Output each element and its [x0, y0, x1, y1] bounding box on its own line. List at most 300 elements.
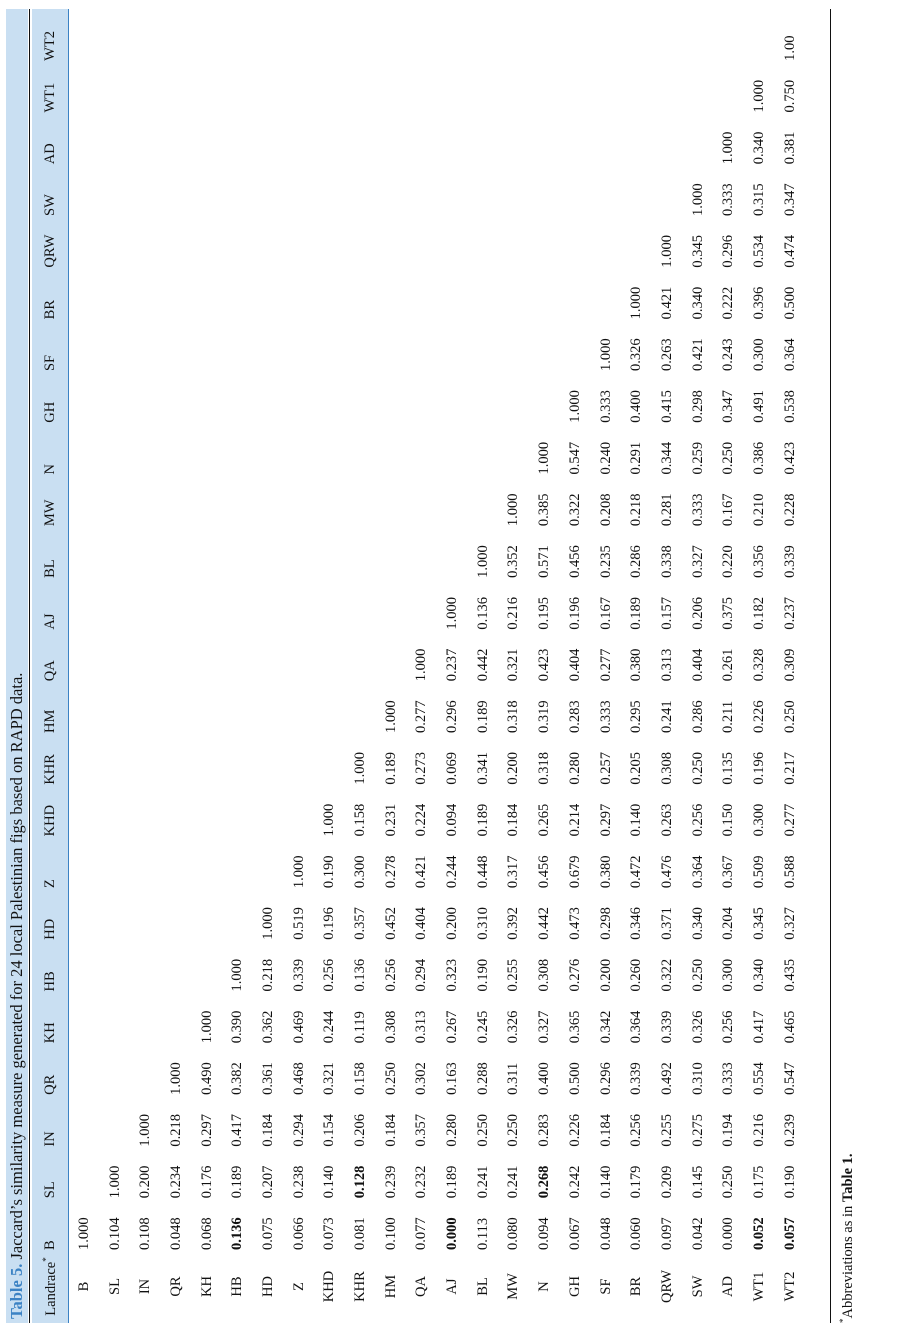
similarity-cell	[222, 164, 253, 216]
similarity-cell	[69, 836, 100, 888]
similarity-cell	[130, 733, 161, 785]
similarity-cell: 0.423	[781, 441, 798, 475]
table-row	[560, 9, 591, 1323]
similarity-cell	[407, 61, 438, 113]
similarity-cell	[253, 423, 284, 475]
similarity-cell	[161, 61, 192, 113]
similarity-cell: 0.067	[566, 1217, 583, 1250]
column-header-sf: SF	[32, 319, 69, 371]
similarity-cell: 0.150	[720, 803, 737, 837]
similarity-cell: 0.136	[474, 596, 491, 630]
similarity-cell	[560, 113, 591, 165]
similarity-cell	[192, 578, 223, 630]
similarity-cell	[468, 9, 499, 61]
similarity-cell: 0.295	[628, 700, 645, 733]
similarity-cell: 0.361	[259, 1062, 276, 1095]
similarity-cell	[591, 113, 622, 165]
similarity-cell: 0.321	[321, 1062, 338, 1095]
similarity-cell	[253, 733, 284, 785]
row-label: B	[75, 1281, 92, 1292]
similarity-cell	[652, 113, 683, 165]
similarity-cell: 1.000	[382, 700, 399, 733]
similarity-cell: 0.267	[444, 1010, 461, 1044]
similarity-cell	[100, 423, 131, 475]
similarity-cell	[192, 474, 223, 526]
similarity-cell: 0.352	[505, 545, 522, 578]
similarity-cell	[69, 1043, 100, 1095]
similarity-cell	[652, 9, 683, 61]
similarity-cell	[222, 733, 253, 785]
similarity-cell	[192, 423, 223, 475]
similarity-cell	[560, 319, 591, 371]
similarity-cell	[437, 371, 468, 423]
table-row	[161, 9, 192, 1323]
similarity-cell	[345, 630, 376, 682]
similarity-cell: 0.415	[658, 390, 675, 423]
similarity-cell: 0.322	[658, 958, 675, 992]
similarity-cell: 0.283	[566, 700, 583, 733]
similarity-cell: 0.286	[628, 545, 645, 578]
similarity-cell: 0.066	[290, 1217, 307, 1250]
similarity-cell	[222, 371, 253, 423]
similarity-cell: 0.250	[474, 1113, 491, 1147]
similarity-cell: 0.417	[229, 1113, 246, 1147]
similarity-cell: 0.241	[505, 1165, 522, 1199]
column-header-sl: SL	[32, 1147, 69, 1199]
similarity-cell: 0.250	[505, 1113, 522, 1147]
similarity-cell: 0.208	[597, 493, 614, 527]
similarity-cell: 0.235	[597, 545, 614, 578]
similarity-cell	[253, 474, 284, 526]
similarity-cell: 0.048	[597, 1217, 614, 1250]
row-label: QRW	[658, 1269, 675, 1304]
similarity-cell: 1.000	[137, 1113, 154, 1147]
similarity-cell: 0.224	[413, 803, 430, 837]
similarity-cell	[69, 61, 100, 113]
similarity-cell: 0.190	[781, 1165, 798, 1199]
similarity-cell	[69, 630, 100, 682]
similarity-cell	[284, 681, 315, 733]
similarity-cell	[69, 526, 100, 578]
similarity-cell: 0.265	[536, 803, 553, 837]
similarity-cell: 0.175	[750, 1165, 767, 1199]
similarity-cell	[284, 578, 315, 630]
similarity-cell	[100, 681, 131, 733]
similarity-cell	[468, 474, 499, 526]
similarity-cell	[69, 888, 100, 940]
similarity-cell	[345, 474, 376, 526]
similarity-cell: 1.000	[720, 131, 737, 165]
similarity-cell: 0.200	[505, 752, 522, 785]
similarity-cell	[130, 268, 161, 320]
table-row	[253, 9, 284, 1323]
similarity-cell: 0.081	[352, 1217, 369, 1250]
similarity-cell	[130, 423, 161, 475]
similarity-cell	[499, 216, 530, 268]
similarity-cell: 1.000	[505, 493, 522, 527]
similarity-cell: 0.490	[198, 1062, 215, 1095]
similarity-cell: 0.255	[658, 1113, 675, 1147]
similarity-cell: 0.196	[321, 907, 338, 940]
header-row	[32, 9, 69, 1323]
similarity-cell: 0.468	[290, 1062, 307, 1095]
similarity-cell: 0.386	[750, 441, 767, 475]
similarity-cell: 0.300	[720, 958, 737, 992]
similarity-cell	[161, 319, 192, 371]
similarity-cell	[560, 216, 591, 268]
similarity-cell	[161, 371, 192, 423]
similarity-cell	[591, 268, 622, 320]
similarity-cell: 0.052	[750, 1217, 767, 1250]
similarity-cell: 0.042	[689, 1217, 706, 1250]
similarity-cell	[69, 319, 100, 371]
similarity-cell: 0.218	[628, 493, 645, 527]
similarity-cell: 0.339	[658, 1010, 675, 1044]
similarity-cell: 0.317	[505, 855, 522, 889]
similarity-cell	[192, 113, 223, 165]
column-header-gh: GH	[32, 371, 69, 423]
similarity-cell: 0.492	[658, 1062, 675, 1095]
similarity-cell: 0.362	[259, 1010, 276, 1044]
similarity-cell: 0.176	[198, 1165, 215, 1199]
similarity-cell: 0.184	[597, 1113, 614, 1147]
similarity-cell: 0.196	[750, 752, 767, 785]
similarity-cell	[130, 836, 161, 888]
similarity-cell	[407, 216, 438, 268]
column-header-qa: QA	[32, 630, 69, 682]
similarity-cell	[529, 61, 560, 113]
row-label: Z	[290, 1282, 307, 1291]
similarity-cell: 1.000	[321, 803, 338, 837]
top-rule	[29, 9, 30, 1323]
similarity-cell	[284, 113, 315, 165]
similarity-cell: 0.342	[597, 1010, 614, 1044]
similarity-cell	[437, 423, 468, 475]
similarity-cell	[499, 61, 530, 113]
similarity-cell: 1.000	[229, 958, 246, 992]
similarity-cell	[69, 9, 100, 61]
similarity-cell: 0.218	[167, 1113, 184, 1147]
column-header-khd: KHD	[32, 785, 69, 837]
similarity-cell	[468, 268, 499, 320]
similarity-cell: 0.278	[382, 855, 399, 889]
table-row	[222, 9, 253, 1323]
similarity-cell: 0.232	[413, 1165, 430, 1199]
similarity-cell	[161, 474, 192, 526]
row-label: HD	[259, 1276, 276, 1297]
row-label: GH	[566, 1276, 583, 1297]
similarity-cell: 0.239	[382, 1165, 399, 1199]
similarity-cell	[499, 113, 530, 165]
similarity-cell	[253, 526, 284, 578]
similarity-cell	[376, 268, 407, 320]
similarity-cell	[345, 423, 376, 475]
similarity-cell: 0.500	[781, 286, 798, 320]
similarity-cell	[253, 681, 284, 733]
similarity-cell: 0.094	[536, 1217, 553, 1250]
similarity-cell: 0.364	[689, 855, 706, 889]
similarity-cell: 0.404	[566, 648, 583, 682]
similarity-cell	[161, 164, 192, 216]
similarity-cell: 0.080	[505, 1217, 522, 1250]
similarity-cell	[100, 526, 131, 578]
table-row	[652, 9, 683, 1323]
similarity-cell	[407, 526, 438, 578]
similarity-cell: 0.228	[781, 493, 798, 527]
similarity-cell: 0.571	[536, 545, 553, 578]
similarity-cell	[591, 164, 622, 216]
similarity-cell	[222, 578, 253, 630]
similarity-cell: 0.250	[720, 441, 737, 475]
row-label: WT1	[750, 1271, 767, 1302]
similarity-cell: 0.057	[781, 1217, 798, 1250]
similarity-cell: 0.206	[689, 596, 706, 630]
similarity-cell: 0.140	[597, 1165, 614, 1199]
similarity-cell: 0.313	[658, 648, 675, 682]
similarity-cell	[284, 423, 315, 475]
similarity-cell	[437, 268, 468, 320]
similarity-cell: 0.240	[597, 441, 614, 475]
similarity-cell	[130, 319, 161, 371]
similarity-cell: 1.000	[689, 183, 706, 216]
similarity-cell	[100, 61, 131, 113]
similarity-cell: 0.435	[781, 958, 798, 992]
similarity-cell: 0.380	[628, 648, 645, 682]
column-header-in: IN	[32, 1095, 69, 1147]
similarity-cell	[284, 268, 315, 320]
similarity-cell	[315, 61, 346, 113]
similarity-cell: 0.347	[781, 183, 798, 216]
table-row	[69, 9, 100, 1323]
similarity-cell: 0.241	[474, 1165, 491, 1199]
table-row	[713, 9, 744, 1323]
table-row	[529, 9, 560, 1323]
similarity-cell	[315, 319, 346, 371]
similarity-cell	[315, 578, 346, 630]
similarity-cell: 0.158	[352, 803, 369, 837]
similarity-cell	[100, 1095, 131, 1147]
similarity-cell	[161, 216, 192, 268]
column-header-wt2: WT2	[32, 9, 69, 61]
similarity-cell: 0.216	[750, 1113, 767, 1147]
column-header-hd: HD	[32, 888, 69, 940]
similarity-cell: 0.277	[597, 648, 614, 682]
similarity-cell: 0.340	[750, 131, 767, 165]
similarity-cell	[376, 164, 407, 216]
similarity-cell	[253, 9, 284, 61]
similarity-cell	[284, 319, 315, 371]
similarity-cell: 0.442	[536, 907, 553, 940]
similarity-cell: 0.339	[628, 1062, 645, 1095]
similarity-cell	[560, 9, 591, 61]
similarity-cell: 0.048	[167, 1217, 184, 1250]
similarity-cell: 0.554	[750, 1062, 767, 1095]
similarity-cell	[161, 526, 192, 578]
similarity-cell	[345, 371, 376, 423]
similarity-cell: 0.344	[658, 441, 675, 475]
similarity-cell: 0.097	[658, 1217, 675, 1250]
similarity-cell	[192, 268, 223, 320]
row-label: BR	[628, 1276, 645, 1297]
similarity-cell	[468, 164, 499, 216]
similarity-cell: 0.259	[689, 441, 706, 475]
similarity-cell: 1.000	[628, 286, 645, 320]
similarity-cell: 0.367	[720, 855, 737, 889]
similarity-cell: 0.226	[566, 1113, 583, 1147]
similarity-cell: 0.256	[382, 958, 399, 992]
similarity-cell	[345, 9, 376, 61]
footnote-text: Abbreviations as in	[839, 1202, 856, 1319]
similarity-cell: 0.234	[167, 1165, 184, 1199]
similarity-cell: 1.000	[658, 235, 675, 268]
similarity-cell	[253, 630, 284, 682]
similarity-cell: 0.210	[750, 493, 767, 527]
column-header-bl: BL	[32, 526, 69, 578]
similarity-cell	[192, 940, 223, 992]
column-header-hm: HM	[32, 681, 69, 733]
similarity-cell: 0.128	[352, 1165, 369, 1199]
similarity-cell: 0.108	[137, 1217, 154, 1250]
similarity-cell: 0.400	[536, 1062, 553, 1095]
similarity-cell: 0.473	[566, 907, 583, 940]
similarity-cell: 1.00	[781, 35, 798, 61]
similarity-cell: 0.421	[689, 338, 706, 372]
similarity-cell	[437, 526, 468, 578]
similarity-cell: 0.157	[658, 596, 675, 630]
similarity-cell: 0.327	[536, 1010, 553, 1044]
similarity-cell: 0.357	[413, 1113, 430, 1147]
similarity-cell	[468, 61, 499, 113]
similarity-cell: 0.417	[750, 1010, 767, 1044]
similarity-cell	[652, 61, 683, 113]
similarity-cell	[376, 9, 407, 61]
similarity-cell: 0.371	[658, 907, 675, 940]
similarity-cell	[69, 940, 100, 992]
similarity-cell	[69, 785, 100, 837]
similarity-cell: 0.472	[628, 855, 645, 889]
similarity-cell	[376, 630, 407, 682]
similarity-cell: 0.302	[413, 1062, 430, 1095]
column-header-kh: KH	[32, 991, 69, 1043]
similarity-cell: 0.000	[720, 1217, 737, 1250]
similarity-cell	[222, 888, 253, 940]
similarity-cell: 0.421	[658, 286, 675, 320]
similarity-cell: 0.346	[628, 907, 645, 940]
similarity-cell: 0.328	[750, 648, 767, 682]
similarity-cell: 0.538	[781, 390, 798, 423]
similarity-cell	[529, 319, 560, 371]
similarity-cell	[315, 9, 346, 61]
table-row	[407, 9, 438, 1323]
column-header-wt1: WT1	[32, 61, 69, 113]
similarity-cell: 1.000	[75, 1217, 92, 1250]
similarity-cell: 0.390	[229, 1010, 246, 1044]
similarity-cell: 0.077	[413, 1217, 430, 1250]
row-label: SW	[689, 1275, 706, 1298]
row-label: AJ	[444, 1278, 461, 1295]
similarity-cell: 0.380	[597, 855, 614, 889]
row-label: KHD	[321, 1270, 338, 1303]
similarity-cell: 0.333	[597, 390, 614, 423]
similarity-cell	[130, 578, 161, 630]
similarity-cell	[345, 268, 376, 320]
similarity-cell	[407, 371, 438, 423]
row-label: HB	[229, 1276, 246, 1297]
footnote-mark: *	[838, 1318, 848, 1323]
similarity-cell: 0.243	[720, 338, 737, 372]
similarity-cell	[100, 836, 131, 888]
similarity-cell: 0.216	[505, 596, 522, 630]
similarity-cell: 1.000	[352, 752, 369, 785]
similarity-cell	[161, 991, 192, 1043]
similarity-cell	[253, 61, 284, 113]
caption-label: Table 5.	[7, 1263, 26, 1319]
similarity-cell	[192, 371, 223, 423]
table-footnote	[838, 1153, 857, 1323]
similarity-cell	[407, 9, 438, 61]
similarity-cell: 0.308	[658, 752, 675, 785]
similarity-cell: 1.000	[259, 907, 276, 940]
similarity-cell	[130, 371, 161, 423]
row-label: HM	[382, 1274, 399, 1299]
similarity-cell: 0.206	[352, 1113, 369, 1147]
similarity-cell: 1.000	[566, 390, 583, 423]
similarity-cell	[376, 319, 407, 371]
similarity-cell	[468, 113, 499, 165]
similarity-cell: 0.167	[597, 596, 614, 630]
similarity-cell: 0.244	[321, 1010, 338, 1044]
table-row	[683, 9, 714, 1323]
similarity-cell	[100, 991, 131, 1043]
similarity-cell: 0.547	[781, 1062, 798, 1095]
similarity-cell: 0.275	[689, 1113, 706, 1147]
similarity-cell	[683, 9, 714, 61]
similarity-cell: 0.469	[290, 1010, 307, 1044]
similarity-cell: 0.298	[689, 390, 706, 423]
similarity-cell	[100, 268, 131, 320]
similarity-cell: 0.231	[382, 803, 399, 837]
similarity-cell: 1.000	[474, 545, 491, 578]
similarity-cell	[130, 681, 161, 733]
similarity-cell: 0.073	[321, 1217, 338, 1250]
similarity-cell	[161, 836, 192, 888]
similarity-cell	[69, 681, 100, 733]
similarity-cell: 0.239	[781, 1113, 798, 1147]
similarity-cell	[161, 423, 192, 475]
similarity-cell: 0.241	[658, 700, 675, 733]
similarity-cell	[499, 371, 530, 423]
similarity-cell	[376, 61, 407, 113]
similarity-cell: 0.222	[720, 286, 737, 320]
similarity-cell: 0.277	[413, 700, 430, 733]
similarity-cell: 0.257	[597, 752, 614, 785]
similarity-cell	[253, 164, 284, 216]
similarity-cell: 0.209	[658, 1165, 675, 1199]
column-header-khr: KHR	[32, 733, 69, 785]
similarity-cell: 0.189	[474, 803, 491, 837]
similarity-cell	[222, 113, 253, 165]
similarity-cell	[130, 991, 161, 1043]
similarity-cell	[130, 630, 161, 682]
footnote-ref: Table 1	[839, 1157, 856, 1203]
similarity-cell: 0.256	[720, 1010, 737, 1044]
similarity-cell: 0.250	[781, 700, 798, 733]
similarity-cell	[253, 836, 284, 888]
similarity-cell: 0.113	[474, 1217, 491, 1250]
similarity-cell	[284, 630, 315, 682]
similarity-cell	[284, 9, 315, 61]
similarity-cell: 0.385	[536, 493, 553, 527]
